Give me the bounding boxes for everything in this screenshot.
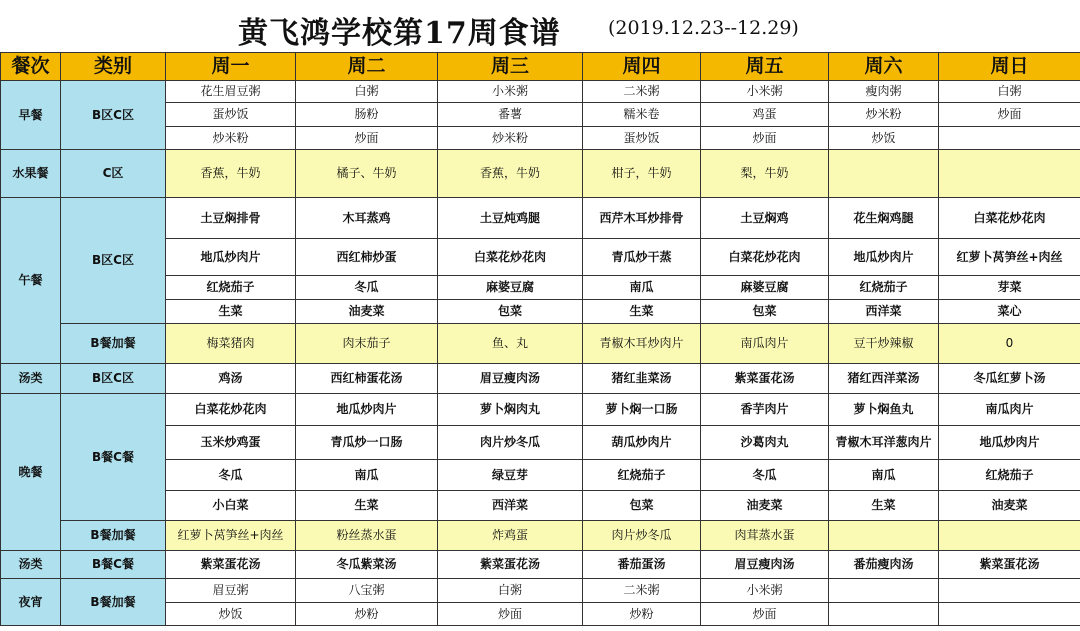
dish-cell: 炒饭: [166, 603, 296, 626]
dish-cell: 生菜: [829, 491, 939, 521]
meal-label-supper: 夜宵: [1, 579, 61, 626]
dish-cell: 麻婆豆腐: [701, 276, 829, 300]
dish-cell: 南瓜: [296, 460, 438, 491]
dish-cell: 蛋炒饭: [166, 103, 296, 127]
category-label-extra: B餐加餐: [61, 521, 166, 551]
dish-cell: 土豆焖排骨: [166, 198, 296, 239]
category-label: B区C区: [61, 364, 166, 394]
dish-cell: 红萝卜莴笋丝+肉丝: [939, 239, 1080, 276]
meal-label-soup: 汤类: [1, 364, 61, 394]
dish-cell: 炒饭: [829, 127, 939, 150]
dish-cell: 油麦菜: [701, 491, 829, 521]
meal-label-fruit: 水果餐: [1, 150, 61, 198]
dish-cell: [939, 127, 1080, 150]
dinner-row: [1, 394, 1080, 426]
dish-cell: 冬瓜: [701, 460, 829, 491]
dish-cell: 萝卜焖鱼丸: [829, 394, 939, 426]
dish-cell: 冬瓜: [296, 276, 438, 300]
dish-cell: 包菜: [583, 491, 701, 521]
dish-cell: 地瓜炒肉片: [296, 394, 438, 426]
dish-cell: 番薯: [438, 103, 583, 127]
dish-cell: 炒面: [296, 127, 438, 150]
dish-cell: 眉豆瘦肉汤: [701, 551, 829, 579]
dish-cell: 地瓜炒肉片: [939, 426, 1080, 460]
dish-cell: 炒面: [701, 603, 829, 626]
dish-cell: 小米粥: [701, 81, 829, 103]
dish-cell: 小米粥: [438, 81, 583, 103]
category-label: B餐C餐: [61, 551, 166, 579]
dish-cell: 眉豆粥: [166, 579, 296, 603]
dish-cell: 红烧茄子: [166, 276, 296, 300]
category-label: C区: [61, 150, 166, 198]
dish-cell: 红萝卜莴笋丝+肉丝: [166, 521, 296, 551]
dish-cell: 香蕉，牛奶: [438, 150, 583, 198]
dish-cell: 八宝粥: [296, 579, 438, 603]
dish-cell: 萝卜焖一口肠: [583, 394, 701, 426]
header-day: 周日: [939, 53, 1080, 81]
dish-cell: 紫菜蛋花汤: [438, 551, 583, 579]
dish-cell: 木耳蒸鸡: [296, 198, 438, 239]
dish-cell: [829, 521, 939, 551]
dish-cell: [939, 579, 1080, 603]
breakfast-row: [1, 81, 1080, 103]
lunch-row: [1, 198, 1080, 239]
menu-table: [0, 52, 1080, 626]
dish-cell: 西洋菜: [438, 491, 583, 521]
dish-cell: 瘦肉粥: [829, 81, 939, 103]
dish-cell: 0: [939, 324, 1080, 364]
dish-cell: 肉片炒冬瓜: [438, 426, 583, 460]
dish-cell: 肉茸蒸水蛋: [701, 521, 829, 551]
dish-cell: 冬瓜紫菜汤: [296, 551, 438, 579]
dish-cell: 包菜: [438, 300, 583, 324]
dish-cell: 西芹木耳炒排骨: [583, 198, 701, 239]
dish-cell: 生菜: [583, 300, 701, 324]
dish-cell: 眉豆瘦肉汤: [438, 364, 583, 394]
dish-cell: 梨，牛奶: [701, 150, 829, 198]
dish-cell: 炸鸡蛋: [438, 521, 583, 551]
dish-cell: 西洋菜: [829, 300, 939, 324]
category-label: B区C区: [61, 198, 166, 324]
category-label: B餐C餐: [61, 394, 166, 521]
dish-cell: 花生眉豆粥: [166, 81, 296, 103]
dish-cell: [829, 603, 939, 626]
title-bar: [0, 0, 1080, 52]
dish-cell: 南瓜肉片: [939, 394, 1080, 426]
dish-cell: 青瓜炒一口肠: [296, 426, 438, 460]
dish-cell: 香蕉，牛奶: [166, 150, 296, 198]
dish-cell: 红烧茄子: [583, 460, 701, 491]
dish-cell: 番茄蛋汤: [583, 551, 701, 579]
lunch-extra-row: [1, 324, 1080, 364]
dish-cell: 紫菜蛋花汤: [166, 551, 296, 579]
dish-cell: 豆干炒辣椒: [829, 324, 939, 364]
dish-cell: 二米粥: [583, 81, 701, 103]
dish-cell: [829, 150, 939, 198]
date-range: (2019.12.23--12.29): [608, 17, 799, 39]
dish-cell: 炒面: [939, 103, 1080, 127]
header-day: 周二: [296, 53, 438, 81]
dish-cell: 冬瓜红萝卜汤: [939, 364, 1080, 394]
dish-cell: 番茄瘦肉汤: [829, 551, 939, 579]
dish-cell: 鱼、丸: [438, 324, 583, 364]
menu-body: [1, 81, 1080, 626]
dish-cell: 绿豆芽: [438, 460, 583, 491]
meal-label-lunch: 午餐: [1, 198, 61, 364]
meal-label-dinner: 晚餐: [1, 394, 61, 551]
meal-label-breakfast: 早餐: [1, 81, 61, 150]
dish-cell: 地瓜炒肉片: [829, 239, 939, 276]
dish-cell: 南瓜肉片: [701, 324, 829, 364]
dish-cell: 柑子，牛奶: [583, 150, 701, 198]
supper-row: [1, 579, 1080, 603]
dish-cell: 青瓜炒干蒸: [583, 239, 701, 276]
dish-cell: 鸡蛋: [701, 103, 829, 127]
dish-cell: 梅菜猪肉: [166, 324, 296, 364]
dish-cell: 白菜花炒花肉: [939, 198, 1080, 239]
dish-cell: 糯米卷: [583, 103, 701, 127]
dish-cell: 小白菜: [166, 491, 296, 521]
dish-cell: 红烧茄子: [939, 460, 1080, 491]
dish-cell: 土豆焖鸡: [701, 198, 829, 239]
soup-row: [1, 551, 1080, 579]
dish-cell: 南瓜: [829, 460, 939, 491]
header-row: [1, 53, 1080, 81]
meal-label-soup: 汤类: [1, 551, 61, 579]
header-day: 周六: [829, 53, 939, 81]
dish-cell: 白菜花炒花肉: [701, 239, 829, 276]
dish-cell: 土豆炖鸡腿: [438, 198, 583, 239]
dish-cell: 猪红韭菜汤: [583, 364, 701, 394]
dish-cell: 炒面: [438, 603, 583, 626]
dish-cell: 西红柿蛋花汤: [296, 364, 438, 394]
dish-cell: 肉片炒冬瓜: [583, 521, 701, 551]
dish-cell: 油麦菜: [939, 491, 1080, 521]
page-title: 黄飞鸿学校第17周食谱: [238, 16, 561, 51]
dish-cell: 炒米粉: [829, 103, 939, 127]
dish-cell: 炒米粉: [166, 127, 296, 150]
dish-cell: 白菜花炒花肉: [438, 239, 583, 276]
dish-cell: 南瓜: [583, 276, 701, 300]
dish-cell: 地瓜炒肉片: [166, 239, 296, 276]
header-category: 类别: [61, 53, 166, 81]
dish-cell: [939, 150, 1080, 198]
dish-cell: 包菜: [701, 300, 829, 324]
dish-cell: 冬瓜: [166, 460, 296, 491]
dish-cell: 青椒木耳洋葱肉片: [829, 426, 939, 460]
dish-cell: 粉丝蒸水蛋: [296, 521, 438, 551]
header-meal: 餐次: [1, 53, 61, 81]
dish-cell: 麻婆豆腐: [438, 276, 583, 300]
category-label-extra: B餐加餐: [61, 324, 166, 364]
dish-cell: 西红柿炒蛋: [296, 239, 438, 276]
dish-cell: 生菜: [296, 491, 438, 521]
category-label: B餐加餐: [61, 579, 166, 626]
fruit-row: [1, 150, 1080, 198]
dish-cell: 沙葛肉丸: [701, 426, 829, 460]
dinner-extra-row: [1, 521, 1080, 551]
soup-row: [1, 364, 1080, 394]
dish-cell: 橘子、牛奶: [296, 150, 438, 198]
dish-cell: 炒面: [701, 127, 829, 150]
dish-cell: 玉米炒鸡蛋: [166, 426, 296, 460]
dish-cell: 鸡汤: [166, 364, 296, 394]
dish-cell: 红烧茄子: [829, 276, 939, 300]
header-day: 周五: [701, 53, 829, 81]
header-day: 周四: [583, 53, 701, 81]
category-label: B区C区: [61, 81, 166, 150]
dish-cell: 萝卜焖肉丸: [438, 394, 583, 426]
dish-cell: 生菜: [166, 300, 296, 324]
dish-cell: 白菜花炒花肉: [166, 394, 296, 426]
dish-cell: 小米粥: [701, 579, 829, 603]
dish-cell: [939, 603, 1080, 626]
dish-cell: 青椒木耳炒肉片: [583, 324, 701, 364]
dish-cell: 菜心: [939, 300, 1080, 324]
dish-cell: [829, 579, 939, 603]
dish-cell: [939, 521, 1080, 551]
dish-cell: 白粥: [939, 81, 1080, 103]
dish-cell: 油麦菜: [296, 300, 438, 324]
dish-cell: 香芋肉片: [701, 394, 829, 426]
dish-cell: 紫菜蛋花汤: [701, 364, 829, 394]
dish-cell: 白粥: [296, 81, 438, 103]
dish-cell: 炒米粉: [438, 127, 583, 150]
dish-cell: 炒粉: [583, 603, 701, 626]
dish-cell: 紫菜蛋花汤: [939, 551, 1080, 579]
header-day: 周三: [438, 53, 583, 81]
dish-cell: 猪红西洋菜汤: [829, 364, 939, 394]
dish-cell: 炒粉: [296, 603, 438, 626]
dish-cell: 肉末茄子: [296, 324, 438, 364]
dish-cell: 葫瓜炒肉片: [583, 426, 701, 460]
dish-cell: 蛋炒饭: [583, 127, 701, 150]
dish-cell: 花生焖鸡腿: [829, 198, 939, 239]
header-day: 周一: [166, 53, 296, 81]
dish-cell: 肠粉: [296, 103, 438, 127]
dish-cell: 白粥: [438, 579, 583, 603]
dish-cell: 二米粥: [583, 579, 701, 603]
dish-cell: 芽菜: [939, 276, 1080, 300]
